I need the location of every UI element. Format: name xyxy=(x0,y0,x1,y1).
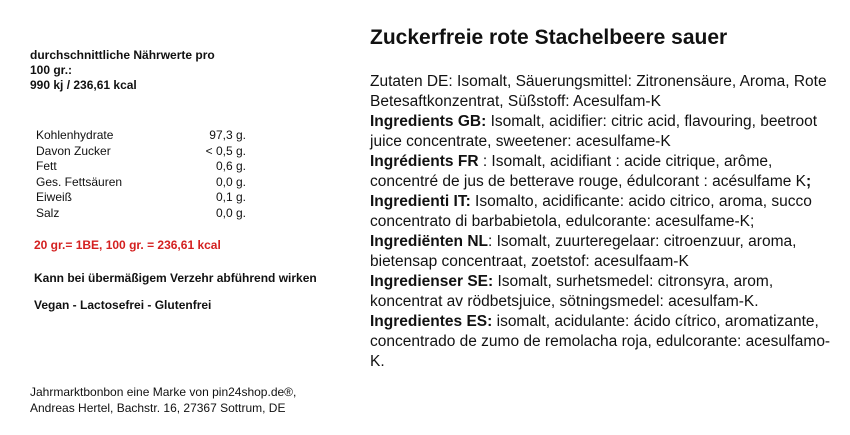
ingredients-fr-label: Ingrédients FR xyxy=(370,153,479,170)
ingredients-es-label: Ingredientes ES: xyxy=(370,313,493,330)
table-row xyxy=(36,144,246,160)
nutrition-header-line3: 990 kj / 236,61 kcal xyxy=(30,78,137,92)
nutrient-name: Eiweiß xyxy=(36,190,73,204)
nutrient-value: < 0,5 g. xyxy=(205,143,246,158)
nutrient-name: Davon Zucker xyxy=(36,143,111,158)
nutrition-header-line1: durchschnittliche Nährwerte pro xyxy=(30,48,215,62)
nutrient-name: Ges. Fettsäuren xyxy=(36,174,123,189)
ingredients-nl: : Isomalt, zuurteregelaar: citroenzuur, aroma, bietensap concentraat, zoetstof: acesulfaam-K xyxy=(370,233,797,270)
manufacturer-footer xyxy=(30,384,360,416)
nutrient-value: 0,0 g. xyxy=(215,205,246,220)
ingredients-fr: : Isomalt, acidifiant : acide citrique, arôme, concentré de jus de betterave rouge, édulcorant : acésulfame K xyxy=(370,153,806,190)
ingredients-gb: Isomalt, acidifier: citric acid, flavouring, beetroot juice concentrate, sweetener: acesulfame-K xyxy=(370,113,818,150)
nutrition-table xyxy=(36,128,246,221)
table-row xyxy=(36,190,246,206)
ingredients-it-label: ; Ingredienti IT: xyxy=(370,173,812,210)
nutrient-value: 0,1 g. xyxy=(215,190,246,204)
ingredients-gb-label: Ingredients GB: xyxy=(370,113,487,130)
nutrient-value: 0,6 g. xyxy=(215,159,246,173)
ingredients-se-label: Ingredienser SE: xyxy=(370,273,494,290)
nutrition-header-line2: 100 gr.: xyxy=(30,63,73,77)
nutrient-name: Fett xyxy=(36,159,57,173)
nutrient-value: 0,0 g. xyxy=(215,174,246,189)
table-row xyxy=(36,159,246,175)
nutrient-value: 97,3 g. xyxy=(209,128,246,142)
footer-line1: Jahrmarktbonbon eine Marke von pin24shop.de®, xyxy=(30,385,297,399)
table-row xyxy=(36,206,246,222)
nutrition-header xyxy=(30,48,350,93)
table-row xyxy=(36,128,246,144)
ingredients-nl-label: Ingrediënten NL xyxy=(370,233,488,250)
laxative-warning: Kann bei übermäßigem Verzehr abführend wirken xyxy=(34,271,317,285)
product-title: Zuckerfreie rote Stachelbeere sauer xyxy=(370,26,728,49)
nutrient-name: Salz xyxy=(36,205,60,220)
table-row xyxy=(36,175,246,191)
footer-line2: Andreas Hertel, Bachstr. 16, 27367 Sottrum, DE xyxy=(30,401,286,415)
bread-unit-line: 20 gr.= 1BE, 100 gr. = 236,61 kcal xyxy=(34,238,221,252)
ingredients-it: Isomalto, acidificante: acido citrico, aroma, succo concentrato di barbabietola, edulcorante: acesulfame-K; xyxy=(370,193,812,230)
nutrient-name: Kohlenhydrate xyxy=(36,128,114,142)
ingredients-se: Isomalt, surhetsmedel: citronsyra, arom, koncentrat av rödbetsjuice, sötningsmedel: acesulfam-K. xyxy=(370,273,774,310)
ingredients-de: Zutaten DE: Isomalt, Säuerungsmittel: Zitronensäure, Aroma, Rote Betesaftkonzentrat, Süßstoff: Acesulfam-K xyxy=(370,73,827,110)
diet-labels: Vegan - Lactosefrei - Glutenfrei xyxy=(34,298,212,312)
ingredients-es: isomalt, acidulante: ácido cítrico, aromatizante, concentrado de zumo de remolacha roja, edulcorante: acesulfamo-K. xyxy=(370,313,831,370)
ingredients-text xyxy=(370,72,840,372)
